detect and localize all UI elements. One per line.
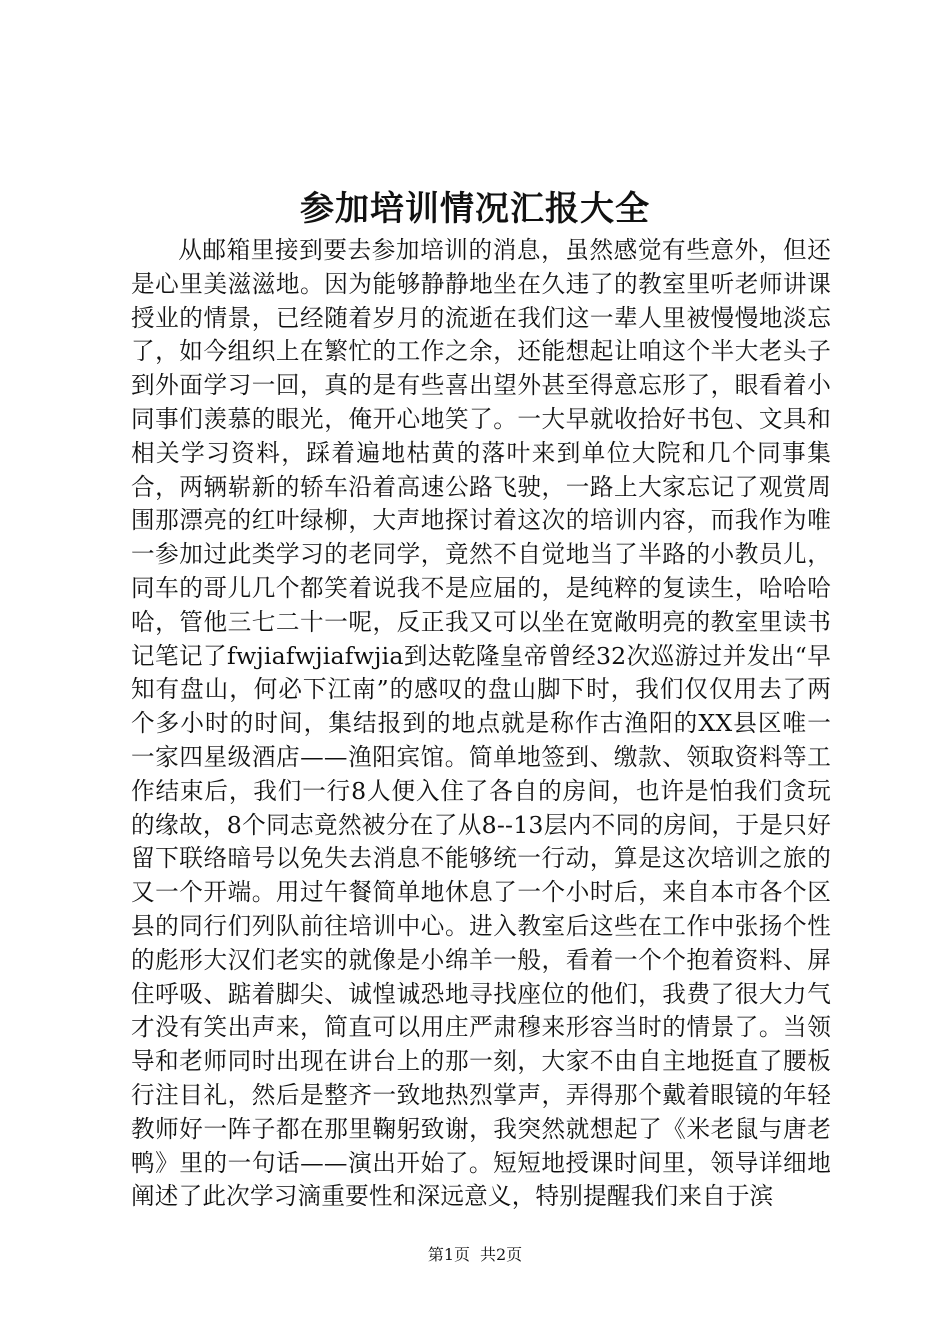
body-paragraph: 从邮箱里接到要去参加培训的消息，虽然感觉有些意外，但还是心里美滋滋地。因为能够静静地坐在久违了的教室里听老师讲课授业的情景，已经随着岁月的流逝在我们这一辈人里被慢慢地淡忘了，如今组织上在繁忙的工作之余，还能想起让咱这个半大老头子到外面学习一回，真的是有些喜出望外甚至得意忘形了，眼看着小同事们羡慕的眼光，俺开心地笑了。一大早就收拾好书包、文具和相关学习资料，踩着遍地枯黄的落叶来到单位大院和几个同事集合，两辆崭新的轿车沿着高速公路飞驶，一路上大家忘记了观赏周围那漂亮的红叶绿柳，大声地探讨着这次的培训内容，而我作为唯一参加过此类学习的老同学，竟然不自觉地当了半路的小教员儿，同车的哥儿几个都笑着说我不是应届的，是纯粹的复读生，哈哈哈哈，管他三七二十一呢，反正我又可以坐在宽敞明亮的教室里读书记笔记了fwjiafwjiafwjia到达乾隆皇帝曾经32次巡游过并发出“早知有盘山，何必下江南”的感叹的盘山脚下时，我们仅仅用去了两个多小时的时间，集结报到的地点就是称作古渔阳的XX县区唯一一家四星级酒店——渔阳宾馆。简单地签到、缴款、领取资料等工作结束后，我们一行8人便入住了各自的房间，也许是怕我们贪玩的缘故，8个同志竟然被分在了从8--13层内不同的房间，于是只好留下联络暗号以免失去消息不能够统一行动，算是这次培训之旅的又一个开端。用过午餐简单地休息了一个小时后，来自本市各个区县的同行们列队前往培训中心。进入教室后这些在工作中张扬个性的彪形大汉们老实的就像是小绵羊一般，看着一个个抱着资料、屏住呼吸、踮着脚尖、诚惶诚恐地寻找座位的他们，我费了很大力气才没有笑出声来，简直可以用庄严肃穆来形容当时的情景了。当领导和老师同时出现在讲台上的那一刻，大家不由自主地挺直了腰板行注目礼，然后是整齐一致地热烈掌声，弄得那个戴着眼镜的年轻教师好一阵子都在那里鞠躬致谢，我突然就想起了《米老鼠与唐老鸭》里的一句话——演出开始了。短短地授课时间里，领导详细地阐述了此次学习滴重要性和深远意义，特别提醒我们来自于滨 [131,236,831,1211]
page-footer [0,1243,950,1267]
page-number-current: 第1页 [427,1245,470,1264]
page-number-total: 共2页 [480,1245,523,1264]
document-title: 参加培训情况汇报大全 [300,189,650,229]
